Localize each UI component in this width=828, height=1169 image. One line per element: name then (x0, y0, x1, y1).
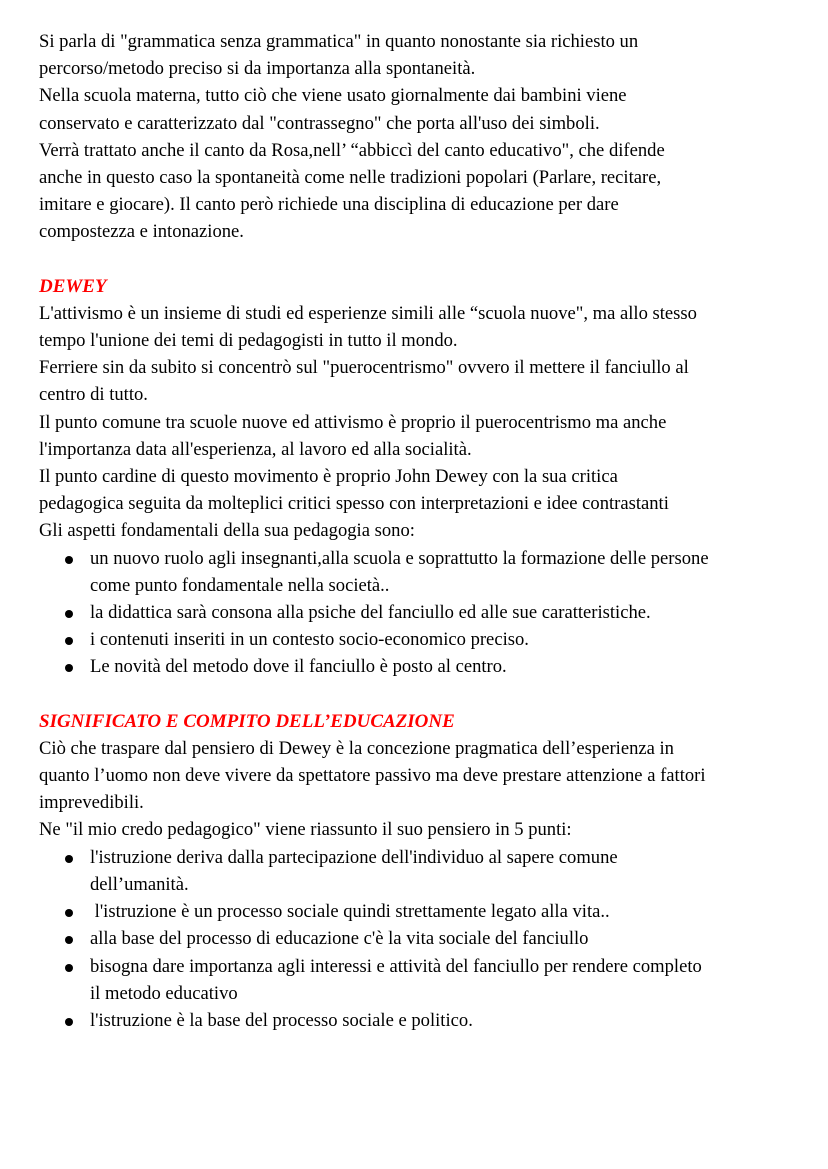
dewey-line: l'importanza data all'esperienza, al lavoro ed alla socialità. (39, 438, 472, 460)
dewey-bullet-list (39, 545, 799, 681)
list-item-text: un nuovo ruolo agli insegnanti,alla scuola e soprattutto la formazione delle persone (90, 547, 709, 569)
bullet-icon (65, 909, 73, 917)
spacer (39, 681, 799, 708)
list-item-text: alla base del processo di educazione c'è la vita sociale del fanciullo (90, 928, 589, 950)
intro-line: imitare e giocare). Il canto però richiede una disciplina di educazione per dare (39, 194, 619, 216)
bullet-icon (65, 637, 73, 645)
bullet-icon (65, 556, 73, 564)
list-item-text: i contenuti inseriti in un contesto socio-economico preciso. (90, 629, 529, 651)
list-item (39, 953, 799, 1007)
list-item (39, 545, 799, 599)
list-item-text: l'istruzione è la base del processo sociale e politico. (90, 1009, 473, 1031)
significato-paragraph (39, 735, 799, 844)
dewey-line: tempo l'unione dei temi di pedagogisti in tutto il mondo. (39, 330, 458, 352)
intro-line: Si parla di "grammatica senza grammatica" in quanto nonostante sia richiesto un (39, 31, 639, 52)
list-item (39, 925, 799, 952)
significato-line: quanto l’uomo non deve vivere da spettatore passivo ma deve prestare attenzione a fattori (39, 765, 706, 787)
bullet-icon (65, 936, 73, 944)
bullet-icon (65, 964, 73, 972)
list-item-text: bisogna dare importanza agli interessi e attività del fanciullo per rendere completo (90, 955, 702, 977)
document-page (39, 28, 799, 1034)
significato-line: Ne "il mio credo pedagogico" viene riassunto il suo pensiero in 5 punti: (39, 819, 572, 841)
spacer (39, 246, 799, 273)
dewey-line: Ferriere sin da subito si concentrò sul "puerocentrismo" ovvero il mettere il fanciullo al (39, 357, 689, 379)
dewey-line: centro di tutto. (39, 384, 148, 406)
list-item-text: la didattica sarà consona alla psiche del fanciullo ed alle sue caratteristiche. (90, 602, 651, 624)
list-item (39, 898, 799, 925)
list-item (39, 599, 799, 626)
bullet-icon (65, 855, 73, 863)
section-heading-significato: SIGNIFICATO E COMPITO DELL’EDUCAZIONE (39, 710, 455, 732)
dewey-line: Gli aspetti fondamentali della sua pedagogia sono: (39, 520, 415, 542)
dewey-line: pedagogica seguita da molteplici critici spesso con interpretazioni e idee contrastanti (39, 493, 669, 515)
section-heading-dewey: DEWEY (39, 275, 107, 297)
significato-line: imprevedibili. (39, 792, 144, 814)
list-item (39, 653, 799, 680)
bullet-icon (65, 1018, 73, 1026)
significato-line: Ciò che traspare dal pensiero di Dewey è la concezione pragmatica dell’esperienza in (39, 737, 674, 759)
list-item-text: l'istruzione deriva dalla partecipazione dell'individuo al sapere comune (90, 846, 618, 868)
bullet-icon (65, 610, 73, 618)
list-item (39, 844, 799, 898)
list-item-text: dell’umanità. (90, 873, 189, 895)
intro-line: compostezza e intonazione. (39, 221, 244, 243)
dewey-line: Il punto comune tra scuole nuove ed attivismo è proprio il puerocentrismo ma anche (39, 411, 667, 433)
list-item-text: il metodo educativo (90, 982, 238, 1004)
list-item (39, 1007, 799, 1034)
dewey-paragraph (39, 300, 799, 545)
intro-line: Verrà trattato anche il canto da Rosa,nell’ “abbiccì del canto educativo", che difende (39, 139, 665, 161)
list-item-text: come punto fondamentale nella società.. (90, 574, 390, 596)
intro-line: conservato e caratterizzato dal "contrassegno" che porta all'uso dei simboli. (39, 112, 600, 134)
dewey-line: L'attivismo è un insieme di studi ed esperienze simili alle “scuola nuove", ma allo stesso (39, 302, 697, 324)
intro-line: percorso/metodo preciso si da importanza alla spontaneità. (39, 58, 476, 80)
bullet-icon (65, 664, 73, 672)
intro-line: anche in questo caso la spontaneità come nelle tradizioni popolari (Parlare, recitare, (39, 167, 662, 189)
list-item (39, 626, 799, 653)
intro-paragraph (39, 28, 799, 246)
dewey-line: Il punto cardine di questo movimento è proprio John Dewey con la sua critica (39, 466, 618, 488)
list-item-text: Le novità del metodo dove il fanciullo è posto al centro. (90, 656, 507, 678)
list-item-text: l'istruzione è un processo sociale quindi strettamente legato alla vita.. (90, 901, 610, 923)
significato-bullet-list (39, 844, 799, 1034)
intro-line: Nella scuola materna, tutto ciò che viene usato giornalmente dai bambini viene (39, 85, 627, 107)
